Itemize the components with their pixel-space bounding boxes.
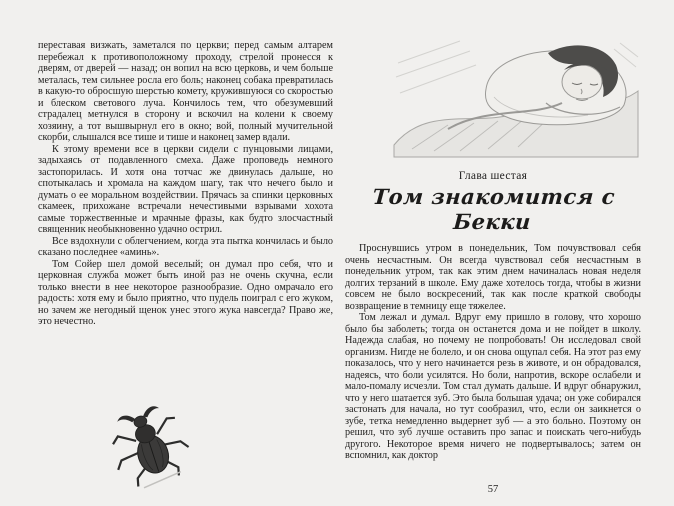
chapter-title: Том знакомится с Бекки bbox=[371, 184, 616, 234]
paragraph: Проснувшись утром в понедельник, Том почувствовал себя очень несчастным. Он всегда чувствовал себя несчастным в понедельник утром, так как этим днем начиналась новая неделя долгих терзаний в школе. Ему даже хотелось тогда, чтобы в жизни совсем не было воскресений, так как после краткой свободы возвращение в темницу еще тяжелее. bbox=[345, 243, 641, 312]
page-number: 57 bbox=[487, 484, 499, 495]
paragraph: К этому времени все в церкви сидели с пунцовыми лицами, задыхаясь от подавленного смеха. Даже проповедь немного застопорилась. И хотя она тотчас же двинулась дальше, но спотыкалась и хромала на каждом шагу, так что нечего было и думать о ее моральном воздействии. Прячась за спинки церковных скамеек, прихожане встречали нечестивыми взрывами хохота самые торжественные и мрачные фразы, как будто злосчастный священник необыкновенно удачно острил. bbox=[38, 143, 333, 235]
paragraph: Все вздохнули с облегчением, когда эта пытка кончилась и было сказано последнее «аминь». bbox=[38, 235, 333, 258]
page-right bbox=[345, 0, 641, 506]
stag-beetle-icon bbox=[104, 406, 196, 490]
sleeping-boy-illustration bbox=[390, 33, 641, 158]
left-text-block bbox=[38, 0, 333, 328]
sleeping-boy-icon bbox=[390, 33, 641, 158]
paragraph: Том Сойер шел домой веселый; он думал про себя, что и церковная служба может быть иной раз не очень скучна, если только внести в нее некоторое разнообразие. Одно омрачало его радость: хотя ему и было приятно, что пудель поиграл с его жуком, но зачем же негодный щенок унес этого жука навсегда? Право же, это нечестно. bbox=[38, 258, 333, 327]
paragraph: Том лежал и думал. Вдруг ему пришло в голову, что хорошо было бы заболеть; тогда он останется дома и не пойдет в школу. Надежда слабая, но почему не попробовать! Он исследовал свой организм. Нигде не болело, и он снова ощупал себя. На этот раз ему показалось, что у него начинается резь в животе, и он обрадовался, надеясь, что боли усилятся. Но боли, напротив, вскоре ослабели и мало-помалу исчезли. Том стал думать дальше. И вдруг обнаружил, что у него шатается зуб. Это была большая удача; он уже собирался застонать для начала, но тут сообразил, что, если он заикнется о зубе, тетка немедленно выдернет зуб — а это больно. Поэтому он решил, что зуб лучше оставить про запас и поискать чего-нибудь другого. Некоторое время ничего не подвертывалось; затем он вспомнил, как доктор bbox=[345, 312, 641, 461]
paragraph: переставая визжать, заметался по церкви; перед самым алтарем перебежал к противоположному проходу, стрелой пронесся к дверям, от дверей — назад; он вопил на всю церковь, и чем больше металась, тем сильнее росла его боль; наконец собака превратилась в какую-то обросшую шерстью комету, кружившуюся со скоростью и блеском светового луча. Кончилось тем, что обезумевший страдалец метнулся в сторону и вскочил на колени к своему хозяину, а тот вышвырнул его в окно; вой, полный мучительной скорби, слышался все тише и тише и наконец замер вдали. bbox=[38, 40, 333, 143]
right-text-block bbox=[345, 243, 641, 462]
stag-beetle-illustration bbox=[104, 406, 196, 490]
chapter-label: Глава шестая bbox=[458, 170, 528, 182]
page-left bbox=[38, 0, 333, 506]
